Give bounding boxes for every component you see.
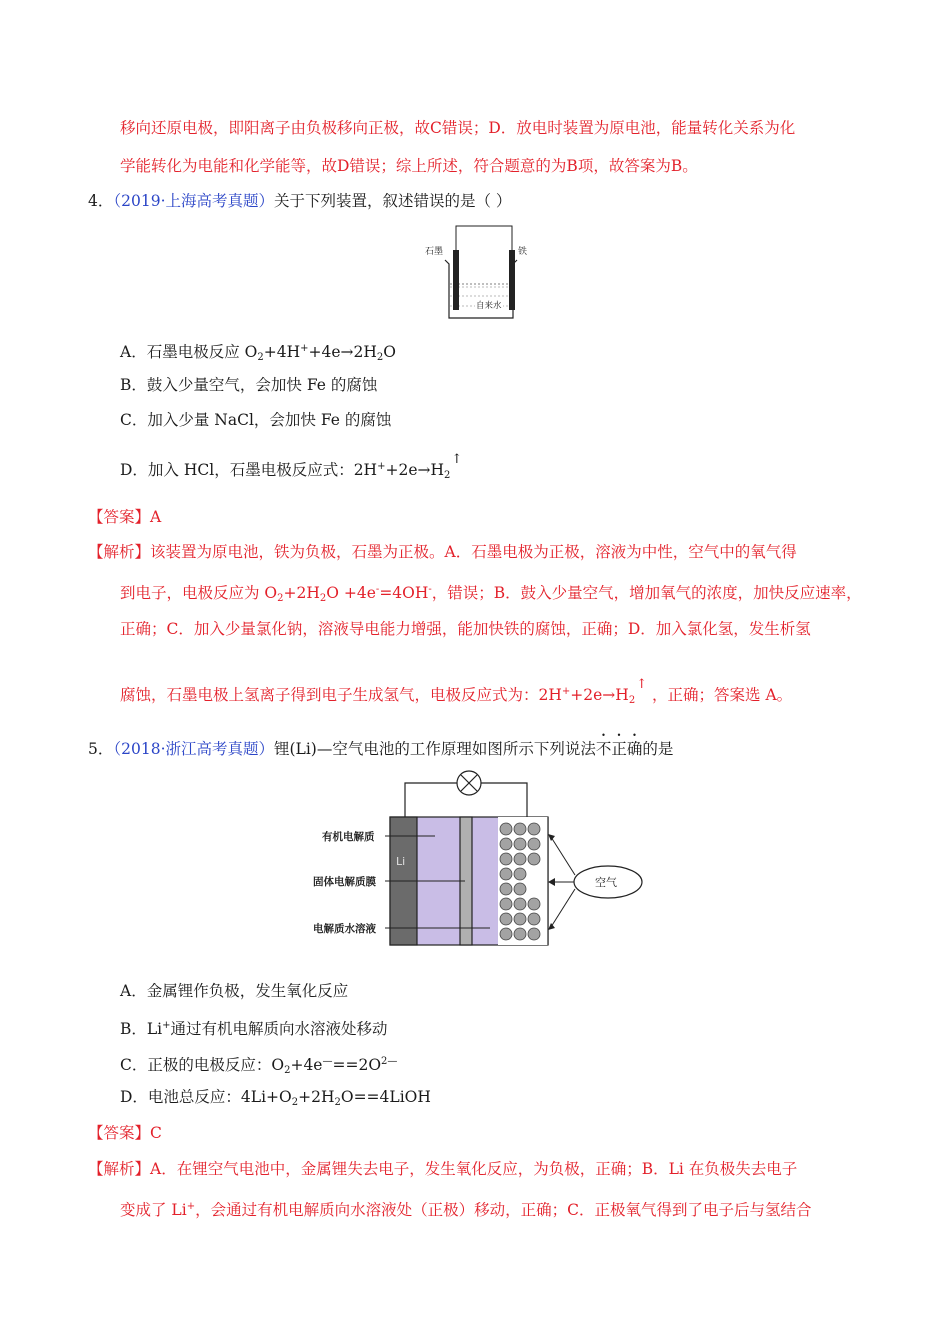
q4-explanation-line4: 腐蚀，石墨电极上氢离子得到电子生成氢气，电极反应式为：$2H^++2e\to H_2^↑$ ，正确；答案选 A。 [120,677,793,706]
q4-option-d: D．加入 HCl，石墨电极反应式：$2H^++2e\to H_2^↑$ [120,452,463,481]
electrode-particle [514,838,526,850]
question-number: 5． [88,740,114,758]
electrode-particle [500,823,512,835]
figure-wire [456,226,512,252]
label-li: Li [396,855,406,868]
label-graphite: 石墨 [425,247,444,257]
emphasized-not-correct: 不正确 [595,740,643,758]
prev-explanation-line1: 移向还原电极，即阳离子由负极移向正极，故C错误；D．放电时装置为原电池，能量转化关系为化 [120,119,796,137]
q4-option-b: B．鼓入少量空气，会加快 Fe 的腐蚀 [120,376,378,394]
q4-explanation-line3: 正确；C．加入少量氯化钠，溶液导电能力增强，能加快铁的腐蚀，正确；D．加入氯化氢，发生析氢 [120,620,811,638]
electrode-particle [528,928,540,940]
electrode-particle [514,928,526,940]
q5-explanation-line2: 变成了 Li+，会通过有机电解质向水溶液处（正极）移动，正确；C．正极氧气得到了电子后与氢结合 [120,1201,812,1219]
air-arrow [551,837,575,875]
li-air-battery-figure [305,765,655,950]
q4-answer: 【答案】A [88,508,162,526]
electrode-particle [528,913,540,925]
electrode-particle [500,883,512,895]
q5-option-d: D．电池总反应：$4Li+O_2+2H_2O==4LiOH$ [120,1088,431,1108]
electrode-particle [528,838,540,850]
electrode-particle [514,853,526,865]
q5-option-a: A．金属锂作负极，发生氧化反应 [120,982,349,1000]
label-air: 空气 [595,876,617,889]
question-text: 锂(Li)—空气电池的工作原理如图所示下列说法 [274,740,596,758]
air-electrode-region [498,817,548,945]
electrolysis-figure [425,224,528,320]
label-tap-water: 自来水 [476,301,502,311]
electrode-particle [514,883,526,895]
electrode-particle [514,898,526,910]
question-5-stem [88,731,673,759]
air-arrow [551,889,575,927]
electrode-particle [500,898,512,910]
q5-option-c: C．正极的电极反应：$O_2+4e^—==2O^{2—}$ [120,1056,398,1076]
arrow-head [548,834,555,841]
electrode-particle [500,838,512,850]
q5-answer: 【答案】C [88,1124,162,1142]
graphite-electrode [453,250,459,310]
q4-explanation-line2: 到电子，电极反应为 $O_2+2H_2O +4e^-=4OH^-$，错误；B．鼓入少量空气，增加氧气的浓度，加快反应速率， [120,584,862,604]
electrode-particle [500,853,512,865]
label-aqueous-electrolyte: 电解质水溶液 [313,923,376,935]
explanation-tag: 【解析】 [88,543,151,561]
question-text: 关于下列装置，叙述错误的是（ ） [274,192,512,210]
q4-option-a: A．石墨电极反应 $O_2+4H^++4e\to 2H_2O$ [120,343,396,363]
electrode-particle [514,823,526,835]
explanation-text: 该装置为原电池，铁为负极，石墨为正极。A．石墨电极为正极，溶液为中性，空气中的氧气得 [150,543,797,561]
electrode-particle [500,913,512,925]
q5-option-b: B．Li+通过有机电解质向水溶液处移动 [120,1020,388,1038]
electrode-particle [528,823,540,835]
arrow-head [548,878,555,886]
battery-wire-left [405,783,457,817]
q4-option-c: C．加入少量 NaCl，会加快 Fe 的腐蚀 [120,411,392,429]
question-text-end: 的是 [642,740,674,758]
electrode-particle [514,868,526,880]
label-organic-electrolyte: 有机电解质 [322,831,375,843]
q4-explanation-line1 [88,542,797,562]
battery-wire-right [481,783,527,817]
electrode-particle [528,898,540,910]
question-source: （2018·浙江高考真题） [113,740,274,758]
label-solid-membrane: 固体电解质膜 [313,876,376,888]
question-4-stem [88,191,511,211]
label-iron: 铁 [518,247,528,257]
explanation-text: A．在锂空气电池中，金属锂失去电子，发生氧化反应，为负极，正确；B．Li 在负极失去电子 [150,1160,798,1178]
q5-explanation-line1 [88,1159,797,1179]
prev-explanation-line2: 学能转化为电能和化学能等，故D错误；综上所述，符合题意的为B项，故答案为B。 [120,157,698,175]
arrow-head [548,923,555,930]
question-source: （2019·上海高考真题） [113,192,274,210]
explanation-tag: 【解析】 [88,1160,151,1178]
iron-electrode [509,250,515,310]
electrode-particle [528,853,540,865]
electrode-particle [500,868,512,880]
question-number: 4． [88,192,114,210]
electrode-particle [500,928,512,940]
electrode-particle [514,913,526,925]
